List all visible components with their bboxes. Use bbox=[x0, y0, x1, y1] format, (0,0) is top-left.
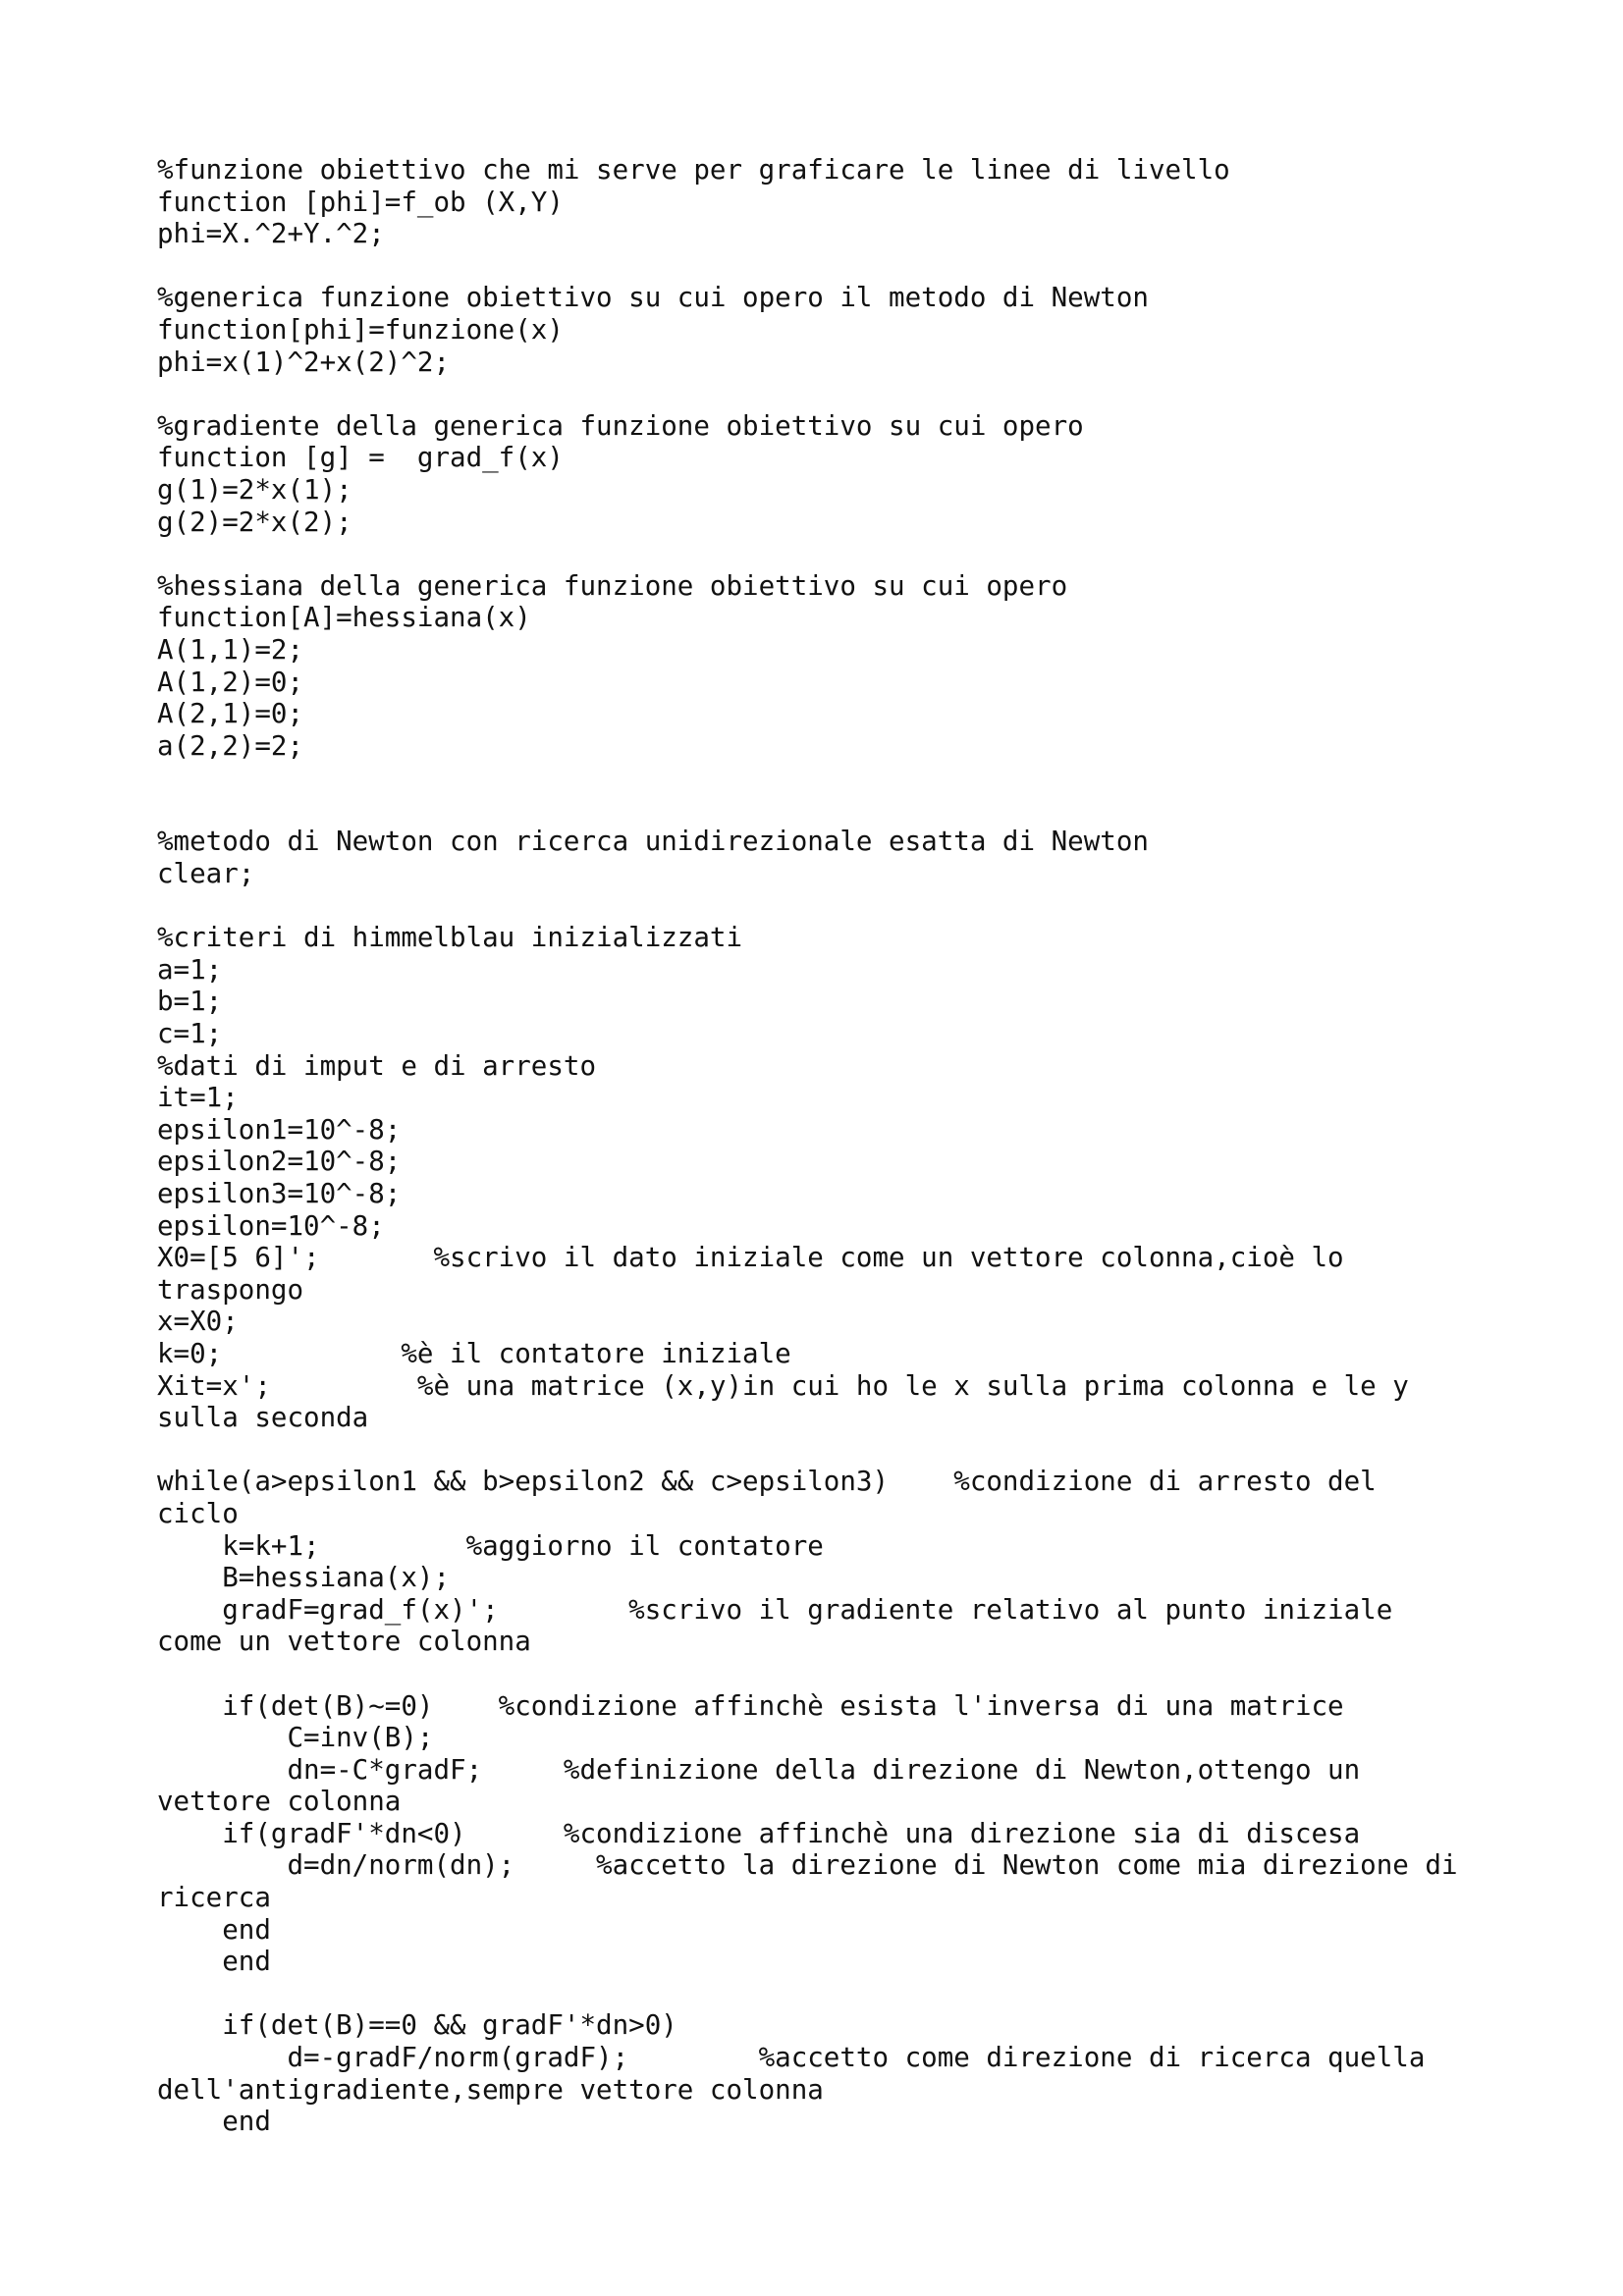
code-line bbox=[157, 1434, 1532, 1467]
code-line: c=1; bbox=[157, 1018, 223, 1050]
code-line: C=inv(B); bbox=[157, 1722, 434, 1754]
code-line: function[phi]=funzione(x) bbox=[157, 313, 564, 346]
code-line: phi=X.^2+Y.^2; bbox=[157, 218, 385, 250]
code-line: phi=x(1)^2+x(2)^2; bbox=[157, 346, 451, 378]
code-line: b=1; bbox=[157, 986, 223, 1018]
code-line: function[A]=hessiana(x) bbox=[157, 602, 531, 634]
code-line: %gradiente della generica funzione obiettivo su cui opero bbox=[157, 409, 1084, 442]
code-line: A(1,2)=0; bbox=[157, 666, 304, 698]
code-line: dn=-C*gradF; %definizione della direzione di Newton,ottengo un bbox=[157, 1753, 1361, 1786]
code-line: function [phi]=f_ob (X,Y) bbox=[157, 186, 564, 218]
code-line: epsilon2=10^-8; bbox=[157, 1146, 402, 1178]
code-line: g(2)=2*x(2); bbox=[157, 506, 352, 538]
code-line bbox=[157, 378, 1532, 410]
code-line: %generica funzione obiettivo su cui opero il metodo di Newton bbox=[157, 282, 1149, 314]
code-line: if(det(B)~=0) %condizione affinchè esista l'inversa di una matrice bbox=[157, 1689, 1344, 1722]
code-line: Xit=x'; %è una matrice (x,y)in cui ho le x sulla prima colonna e le y bbox=[157, 1369, 1409, 1402]
code-line: %funzione obiettivo che mi serve per graficare le linee di livello bbox=[157, 154, 1230, 186]
code-line: k=0; %è il contatore iniziale bbox=[157, 1337, 791, 1369]
code-line: if(det(B)==0 && gradF'*dn>0) bbox=[157, 2009, 677, 2042]
code-line: d=-gradF/norm(gradF); %accetto come direzione di ricerca quella bbox=[157, 2042, 1426, 2074]
code-line: %hessiana della generica funzione obiettivo su cui opero bbox=[157, 569, 1068, 602]
code-line: x=X0; bbox=[157, 1306, 239, 1338]
code-line: ricerca bbox=[157, 1882, 271, 1914]
code-line: end bbox=[157, 1913, 271, 1946]
code-line: while(a>epsilon1 && b>epsilon2 && c>epsilon3) %condizione di arresto del bbox=[157, 1466, 1377, 1498]
code-line: if(gradF'*dn<0) %condizione affinchè una direzione sia di discesa bbox=[157, 1817, 1361, 1849]
code-line bbox=[157, 794, 1532, 827]
code-line: %metodo di Newton con ricerca unidirezionale esatta di Newton bbox=[157, 826, 1149, 858]
code-line: it=1; bbox=[157, 1082, 239, 1114]
code-line: a=1; bbox=[157, 953, 223, 986]
code-line: end bbox=[157, 1946, 271, 1978]
code-line bbox=[157, 1658, 1532, 1690]
code-line: B=hessiana(x); bbox=[157, 1562, 451, 1594]
code-line: gradF=grad_f(x)'; %scrivo il gradiente relativo al punto iniziale bbox=[157, 1593, 1393, 1626]
code-line: g(1)=2*x(1); bbox=[157, 473, 352, 506]
code-line bbox=[157, 890, 1532, 923]
code-line: A(1,1)=2; bbox=[157, 633, 304, 666]
code-line: %dati di imput e di arresto bbox=[157, 1049, 597, 1082]
code-line: come un vettore colonna bbox=[157, 1626, 531, 1658]
code-line bbox=[157, 1978, 1532, 2010]
code-line: vettore colonna bbox=[157, 1786, 402, 1818]
code-listing bbox=[157, 154, 1532, 2138]
code-line: d=dn/norm(dn); %accetto la direzione di Newton come mia direzione di bbox=[157, 1849, 1458, 1882]
code-line: epsilon=10^-8; bbox=[157, 1209, 385, 1242]
code-line bbox=[157, 250, 1532, 283]
code-line: ciclo bbox=[157, 1497, 239, 1529]
code-line: clear; bbox=[157, 858, 255, 890]
code-line: a(2,2)=2; bbox=[157, 729, 304, 762]
code-line: end bbox=[157, 2106, 271, 2138]
code-line: function [g] = grad_f(x) bbox=[157, 442, 564, 474]
code-line: epsilon1=10^-8; bbox=[157, 1113, 402, 1146]
code-line bbox=[157, 762, 1532, 794]
code-line: epsilon3=10^-8; bbox=[157, 1178, 402, 1209]
code-line: dell'antigradiente,sempre vettore colonna bbox=[157, 2073, 824, 2106]
code-line bbox=[157, 538, 1532, 570]
code-line: k=k+1; %aggiorno il contatore bbox=[157, 1529, 824, 1562]
code-line: X0=[5 6]'; %scrivo il dato iniziale come un vettore colonna,cioè lo bbox=[157, 1242, 1344, 1274]
code-line: A(2,1)=0; bbox=[157, 698, 304, 730]
code-line: %criteri di himmelblau inizializzati bbox=[157, 922, 743, 954]
code-line: sulla seconda bbox=[157, 1402, 369, 1434]
code-line: traspongo bbox=[157, 1273, 304, 1306]
